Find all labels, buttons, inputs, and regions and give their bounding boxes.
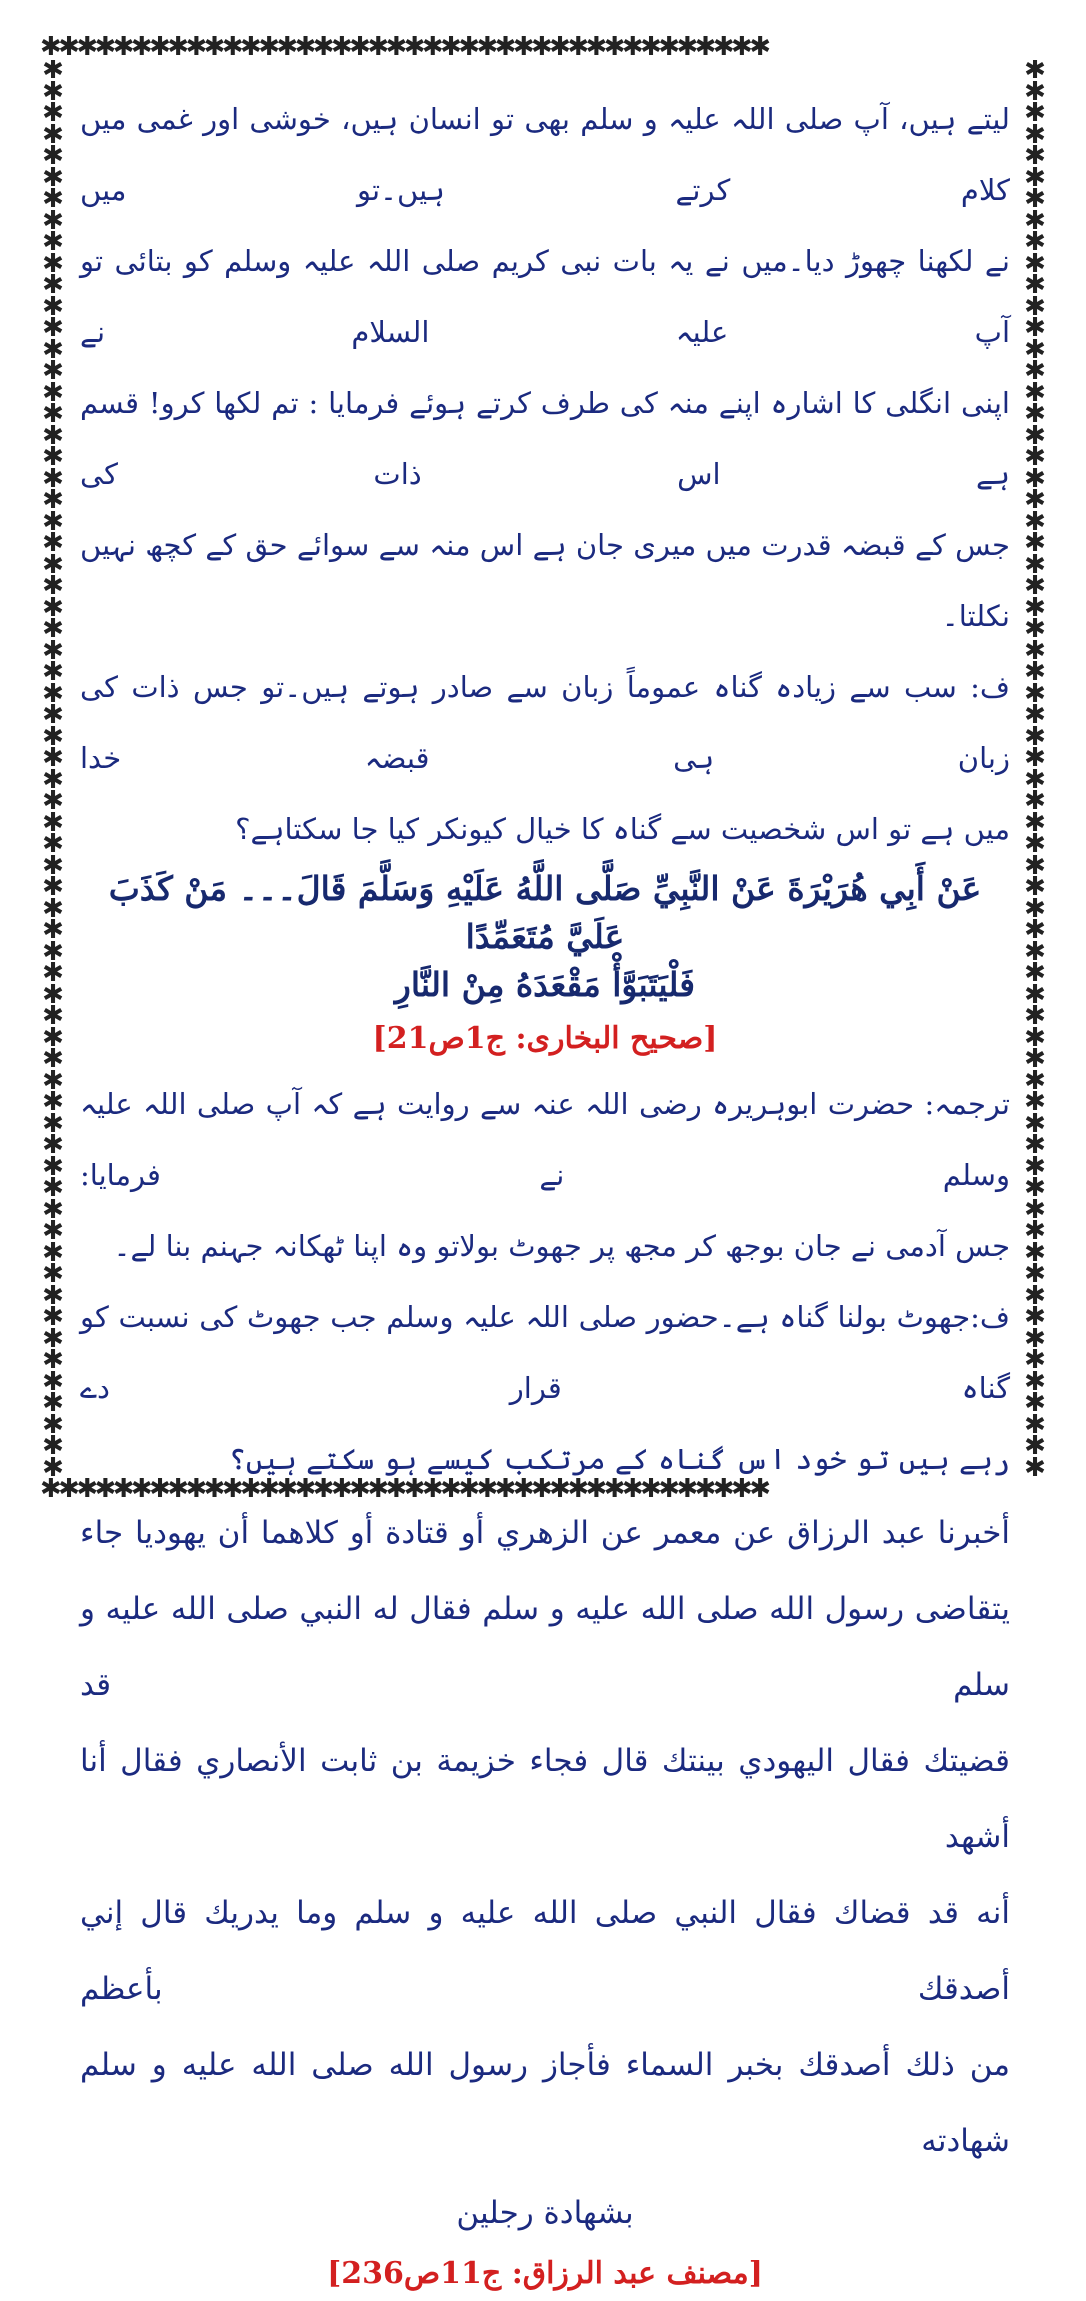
hadith-reference: [مصنف عبد الرزاق: ج11ص236]	[327, 2256, 763, 2291]
border-left	[40, 60, 66, 1476]
asterisk-border-icon: ✱✱✱✱✱✱✱✱✱✱✱✱✱✱✱✱✱✱✱✱✱✱✱✱✱✱✱✱✱✱✱✱✱✱✱✱✱✱✱✱	[40, 34, 768, 60]
page-content	[80, 84, 1010, 2291]
text-line: نے لکھنا چھوڑ دیا۔میں نے یہ بات نبی کریم صلی اللہ علیہ وسلم کو بتائی تو آپ علیہ السلام نے	[80, 244, 1010, 349]
arabic-line: قضيتك فقال اليهودي بينتك قال فجاء خزيمة بن ثابت الأنصاري فقال أنا أشهد	[80, 1743, 1010, 1855]
hadith-bukhari	[80, 865, 1010, 1069]
border-right	[1022, 60, 1048, 1476]
note-1	[80, 652, 1010, 865]
border-top	[40, 34, 1048, 60]
text-line: ف:جھوٹ بولنا گناہ ہے۔حضور صلی اللہ علیہ وسلم جب جھوٹ کی نسبت کو گناہ قرار دے	[80, 1300, 1010, 1405]
text-line: اپنی انگلی کا اشارہ اپنے منہ کی طرف کرتے ہوئے فرمایا : تم لکھا کرو! قسم ہے اس ذات کی	[80, 386, 1010, 491]
text-line: ترجمہ: حضرت ابوہریرہ رضی اللہ عنہ سے روایت ہے کہ آپ صلی اللہ علیہ وسلم نے فرمایا:	[80, 1087, 1010, 1192]
arabic-line: من ذلك أصدقك بخبر السماء فأجاز رسول الله صلى الله عليه و سلم شهادته	[80, 2047, 1010, 2159]
text-line: جس آدمی نے جان بوجھ کر مجھ پر جھوٹ بولاتو وہ اپنا ٹھکانہ جہنم بنا لے۔	[113, 1229, 1010, 1263]
hadith-reference: [صحیح البخاری: ج1ص21]	[372, 1021, 718, 1056]
translation	[80, 1069, 1010, 1282]
text-line: لیتے ہیں، آپ صلی اللہ علیہ و سلم بھی تو انسان ہیں، خوشی اور غمی میں کلام کرتے ہیں۔تو میں	[80, 102, 1010, 207]
arabic-line: فَلْيَتَبَوَّأْ مَقْعَدَهُ مِنْ النَّارِ	[394, 965, 696, 1004]
arabic-line: أخبرنا عبد الرزاق عن معمر عن الزهري أو قتادة أو كلاهما أن يهوديا جاء	[80, 1515, 1010, 1551]
asterisk-border-icon: ✱ ✱ ✱ ✱ ✱ ✱ ✱ ✱ ✱ ✱ ✱ ✱ ✱ ✱ ✱ ✱ ✱ ✱ ✱ ✱ ✱ ✱ ✱ ✱ ✱ ✱ ✱ ✱ ✱ ✱ ✱ ✱ ✱ ✱ ✱ ✱ ✱ ✱ ✱ ✱ ✱ ✱ ✱ ✱ ✱ ✱ ✱ ✱ ✱ ✱ ✱ ✱ ✱ ✱ ✱ ✱ ✱ ✱ ✱ ✱ ✱ ✱ ✱ ✱ ✱ ✱	[42, 60, 64, 1476]
text-line: جس کے قبضہ قدرت میں میری جان ہے اس منہ سے سوائے حق کے کچھ نہیں نکلتا۔	[80, 528, 1010, 633]
arabic-line: عَنْ أَبِي هُرَيْرَةَ عَنْ النَّبِيِّ صَلَّى اللَّهُ عَلَيْهِ وَسَلَّمَ قَالَ۔۔۔ مَنْ كَذَبَ عَلَيَّ مُتَعَمِّدًا	[108, 869, 982, 956]
note-2	[80, 1282, 1010, 1495]
asterisk-border-icon: ✱ ✱ ✱ ✱ ✱ ✱ ✱ ✱ ✱ ✱ ✱ ✱ ✱ ✱ ✱ ✱ ✱ ✱ ✱ ✱ ✱ ✱ ✱ ✱ ✱ ✱ ✱ ✱ ✱ ✱ ✱ ✱ ✱ ✱ ✱ ✱ ✱ ✱ ✱ ✱ ✱ ✱ ✱ ✱ ✱ ✱ ✱ ✱ ✱ ✱ ✱ ✱ ✱ ✱ ✱ ✱ ✱ ✱ ✱ ✱ ✱ ✱ ✱ ✱ ✱ ✱	[1024, 60, 1046, 1476]
arabic-line: أنه قد قضاك فقال النبي صلى الله عليه و سلم وما يدريك قال إني أصدقك بأعظم	[80, 1895, 1010, 2007]
asterisk-border-icon: ✱✱✱✱✱✱✱✱✱✱✱✱✱✱✱✱✱✱✱✱✱✱✱✱✱✱✱✱✱✱✱✱✱✱✱✱✱✱✱✱	[40, 1476, 768, 1502]
arabic-line: بشهادة رجلين	[456, 2195, 634, 2231]
text-line: ف: سب سے زیادہ گناہ عموماً زبان سے صادر ہوتے ہیں۔تو جس ذات کی زبان ہی قبضہ خدا	[80, 670, 1010, 775]
section-urdu-paragraph	[80, 84, 1010, 652]
arabic-line: يتقاضى رسول الله صلى الله عليه و سلم فقال له النبي صلى الله عليه و سلم قد	[80, 1591, 1010, 1703]
hadith-abdurrazzaq	[80, 1495, 1010, 2301]
text-line: رہے ہیں تو خود اس گناہ کے مرتکب کیسے ہو سکتے ہیں؟	[228, 1442, 1010, 1476]
text-line: میں ہے تو اس شخصیت سے گناہ کا خیال کیونکر کیا جا سکتاہے؟	[235, 812, 1010, 846]
